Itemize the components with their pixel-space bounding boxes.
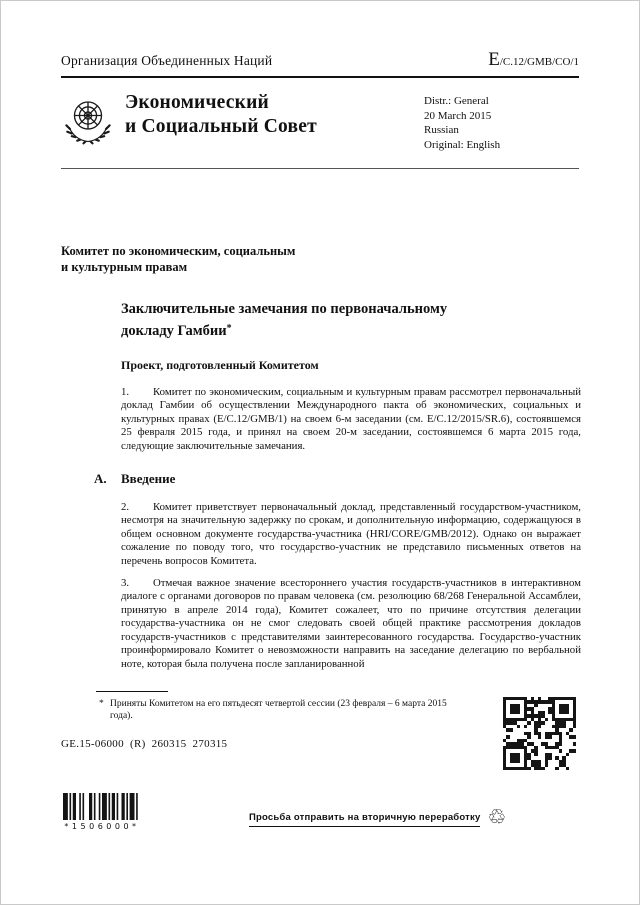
paragraph-text: Отмечая важное значение всестороннего участия государств-участников в интерактивном диалоге с органами договоров по правам человека (см. резолюцию 68/268 Генеральной Ассамблеи, принятую в апреле 2014 года), Комитет сожалеет, что по причине отсутствия делегации государства-участника он не смог следовать своей общей практике рассмотрения докладов государств-участников с представителями заинтересованного государства. Государство-участник проинформировало Комитет о невозможности направить на заседание делегацию по вербальной ноте, которая была получена после запланированной [121,577,581,670]
doc-symbol [488,49,579,71]
doc-symbol-prefix: E [488,49,500,70]
paragraph-text: Комитет по экономическим, социальным и культурным правам рассмотрел первоначальный доклад Гамбии об осуществлении Международного пакта об экономических, социальных и культурных правах (E/C.12/GMB/1) на своем 6-м заседании (см. E/C.12/2015/SR.6), состоявшемся 25 февраля 2015 года, и принял на своем 20-м заседании, состоявшемся 6 марта 2015 года, следующие заключительные замечания. [121,386,581,452]
paragraph-text: Комитет приветствует первоначальный доклад, представленный государством-участником, несмотря на значительную задержку по срокам, и дополнительную информацию, содержащуюся в общем основном документе государства-участника (HRI/CORE/GMB/2012). Однако он выражает сожаление по поводу того, что государство-участник не представило письменных ответов на перечень вопросов Комитета. [121,501,581,567]
barcode-number: *1506000* [64,822,140,831]
council-title-line2: и Социальный Совет [125,116,317,137]
recycle-notice [249,805,507,830]
barcode [63,793,141,820]
footnote-marker: * [99,699,104,709]
qr-code [503,697,576,770]
section-title: Введение [121,471,176,487]
footnote-divider [96,691,168,692]
distr-line: Original: English [424,138,501,151]
org-name: Организация Объединенных Наций [61,53,273,68]
footnote-text-wrap [96,698,454,722]
section-label: A. [94,471,107,487]
footnote-reference: * [226,323,232,334]
document-title-text: Заключительные замечания по первоначальному докладу Гамбии [121,301,448,339]
recycle-icon: ♲ [487,805,507,829]
ge-document-number: GE.15-06000 (R) 260315 270315 [61,738,228,750]
document-header [61,49,579,71]
document-body [94,299,581,671]
footnote-text: Приняты Комитетом на его пятьдесят четвертой сессии (23 февраля – 6 марта 2015 года). [110,699,447,721]
paragraph-2 [121,501,581,568]
paragraph-number: 1. [121,386,130,398]
recycle-text: Просьба отправить на вторичную переработку [249,812,480,827]
distr-block [424,91,579,152]
header-divider [61,76,579,78]
distr-line: Distr.: General [424,95,489,107]
doc-symbol-rest: /C.12/GMB/CO/1 [499,56,579,68]
council-title-line1: Экономический [125,92,269,113]
paragraph-1 [121,386,581,453]
un-emblem-icon [61,93,115,147]
council-title [125,91,317,152]
distr-line: 20 March 2015 [424,109,492,122]
document-title [121,299,503,341]
masthead-divider [61,168,579,169]
committee-heading-line2: и культурным правам [61,260,188,274]
committee-heading-line1: Комитет по экономическим, социальным [61,244,296,258]
paragraph-number: 2. [121,501,130,514]
document-subtitle: Проект, подготовленный Комитетом [121,358,319,372]
section-a-heading [94,471,581,487]
barcode-block [63,793,141,831]
paragraph-number: 3. [121,577,130,590]
footnote-block [96,691,458,722]
distr-line: Russian [424,124,459,136]
committee-heading [61,243,579,275]
masthead [61,91,579,152]
paragraph-3 [121,577,581,671]
